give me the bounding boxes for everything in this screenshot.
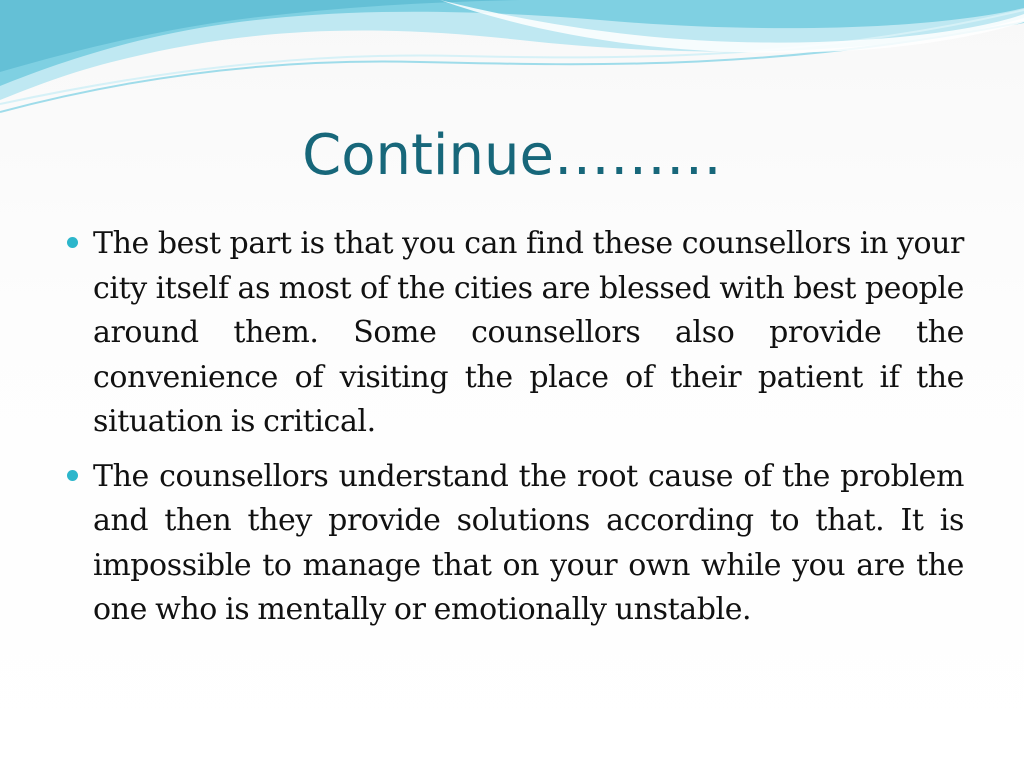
- header-wave-decoration: [0, 0, 1024, 120]
- bullet-dot-icon: [67, 470, 78, 481]
- slide-title: Continue………: [302, 123, 722, 188]
- bullet-text: The best part is that you can find these counsellors in your city itself as most of the cities are blessed with best people around them. Some counsellors also provide the convenience of visiting the place of their patient if the situation is critical.: [93, 226, 964, 439]
- bullet-text: The counsellors understand the root cause of the problem and then they provide solutions according to that. It is impossible to manage that on your own while you are the one who is mentally or emotionally unstable.: [93, 458, 964, 627]
- bullet-item: [64, 222, 964, 445]
- bullet-item: [64, 455, 964, 633]
- bullet-list: [64, 222, 964, 643]
- bullet-dot-icon: [67, 237, 78, 248]
